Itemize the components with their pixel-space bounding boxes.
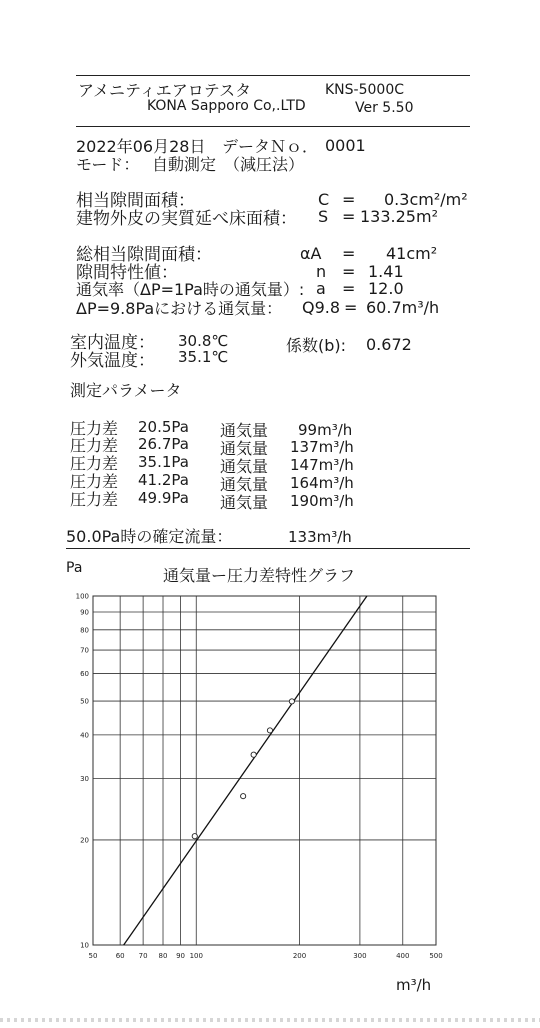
chart-x-tick-label: 400 <box>396 952 410 960</box>
n-equals: = <box>342 262 356 281</box>
chart-point <box>251 752 256 757</box>
indoor-temp-label: 室内温度： <box>70 333 155 353</box>
c-equals: = <box>342 190 356 209</box>
model-number: KNS-5000C <box>325 82 404 98</box>
param-pressure-value: 35.1Pa <box>138 453 189 471</box>
param-pressure-value: 20.5Pa <box>138 418 189 436</box>
param-flow-label: 通気量 <box>220 493 269 512</box>
chart-title: 通気量ー圧力差特性グラフ <box>163 566 356 585</box>
param-flow-value: 147m³/h <box>290 456 354 474</box>
chart-x-tick-label: 50 <box>88 952 98 960</box>
chart-y-tick-label: 60 <box>80 669 89 678</box>
chart-x-unit: m³/h <box>396 976 432 994</box>
s-symbol: S <box>318 207 329 226</box>
param-flow-label: 通気量 <box>220 421 269 440</box>
chart-y-tick-label: 10 <box>80 941 89 950</box>
a-equals: = <box>342 279 356 298</box>
aa-equals: = <box>342 244 356 263</box>
chart-x-tick-label: 100 <box>189 952 203 960</box>
aa-symbol: αA <box>300 244 322 263</box>
chart-y-tick-label: 20 <box>80 836 89 845</box>
chart-y-tick-label: 30 <box>80 774 89 783</box>
confirmed-flow-label: 50.0Pa時の確定流量： <box>66 527 233 546</box>
chart-y-tick-label: 50 <box>80 697 89 706</box>
mode-label: モード： <box>76 155 140 174</box>
param-flow-value: 137m³/h <box>290 438 354 456</box>
chart-grid <box>93 596 436 945</box>
s-value: 133.25m² <box>360 207 438 226</box>
a-label: 通気率（ΔP=1Pa時の通気量）: <box>76 280 305 299</box>
param-pressure-label: 圧力差 <box>70 490 119 509</box>
s-equals: = <box>342 207 356 226</box>
c-label: 相当隙間面積： <box>76 191 195 211</box>
param-pressure-value: 41.2Pa <box>138 471 189 489</box>
n-label: 隙間特性値： <box>76 263 178 283</box>
coef-value: 0.672 <box>366 335 412 354</box>
q-symbol: Q9.8 <box>302 298 341 317</box>
chart-x-tick-label: 60 <box>115 952 125 960</box>
chart-x-tick-label: 70 <box>138 952 148 960</box>
chart-point <box>267 728 272 733</box>
chart-point <box>192 834 197 839</box>
a-value: 12.0 <box>368 279 404 298</box>
chart-points <box>192 699 294 839</box>
chart-x-tick-label: 80 <box>158 952 168 960</box>
outdoor-temp-label: 外気温度： <box>70 351 155 371</box>
chart-fit-line <box>124 596 367 945</box>
chart-x-tick-label: 300 <box>353 952 367 960</box>
measure-date: 2022年06月28日 <box>76 137 206 156</box>
aa-label: 総相当隙間面積： <box>76 245 212 265</box>
param-pressure-value: 49.9Pa <box>138 489 189 507</box>
chart-y-tick-label: 40 <box>80 731 89 740</box>
coef-label: 係数(b): <box>286 336 347 355</box>
chart-y-unit: Pa <box>66 560 83 576</box>
chart-y-tick-label: 90 <box>80 608 89 617</box>
data-no-label: データＮｏ． <box>222 137 319 156</box>
n-symbol: n <box>316 262 327 281</box>
chart-y-tick-label: 100 <box>75 592 89 601</box>
data-no-value: 0001 <box>325 136 366 155</box>
company-name: KONA Sapporo Co,.LTD <box>147 98 306 114</box>
q-value: 60.7m³/h <box>366 298 440 317</box>
param-flow-value: 164m³/h <box>290 474 354 492</box>
chart-frame <box>93 596 436 945</box>
param-flow-label: 通気量 <box>220 475 269 494</box>
n-value: 1.41 <box>368 262 404 281</box>
param-flow-label: 通気量 <box>220 457 269 476</box>
q-label: ΔP=9.8Paにおける通気量： <box>76 299 283 318</box>
param-pressure-label: 圧力差 <box>70 419 119 438</box>
aa-value: 41cm² <box>386 244 438 263</box>
chart-x-tick-label: 200 <box>292 952 307 960</box>
param-flow-value: 190m³/h <box>290 492 354 510</box>
param-pressure-label: 圧力差 <box>70 436 119 455</box>
chart-y-tick-label: 70 <box>80 646 89 655</box>
confirmed-flow-value: 133m³/h <box>288 528 352 546</box>
outdoor-temp-value: 35.1℃ <box>178 348 229 366</box>
s-label: 建物外皮の実質延べ床面積： <box>76 209 297 229</box>
param-flow-label: 通気量 <box>220 439 269 458</box>
chart-x-tick-label: 500 <box>429 952 443 960</box>
chart-ticks <box>76 593 443 961</box>
chart-fit-line-group <box>124 596 367 945</box>
c-symbol: C <box>318 190 330 209</box>
chart-point <box>241 794 246 799</box>
param-pressure-value: 26.7Pa <box>138 435 189 453</box>
q-equals: = <box>344 298 358 317</box>
product-name: アメニティエアロテスタ <box>78 81 252 100</box>
chart-x-tick-label: 90 <box>176 952 186 960</box>
params-title: 測定パラメータ <box>70 381 182 400</box>
paper-edge <box>0 1018 540 1022</box>
chart-point <box>289 699 294 704</box>
c-value: 0.3cm²/m² <box>384 190 468 209</box>
param-pressure-label: 圧力差 <box>70 472 119 491</box>
version-label: Ver 5.50 <box>355 100 414 116</box>
param-flow-value: 99m³/h <box>298 421 353 439</box>
mode-value: 自動測定 （減圧法） <box>152 155 305 174</box>
a-symbol: a <box>316 279 326 298</box>
chart-y-tick-label: 80 <box>80 626 89 635</box>
indoor-temp-value: 30.8℃ <box>178 332 229 350</box>
param-pressure-label: 圧力差 <box>70 454 119 473</box>
